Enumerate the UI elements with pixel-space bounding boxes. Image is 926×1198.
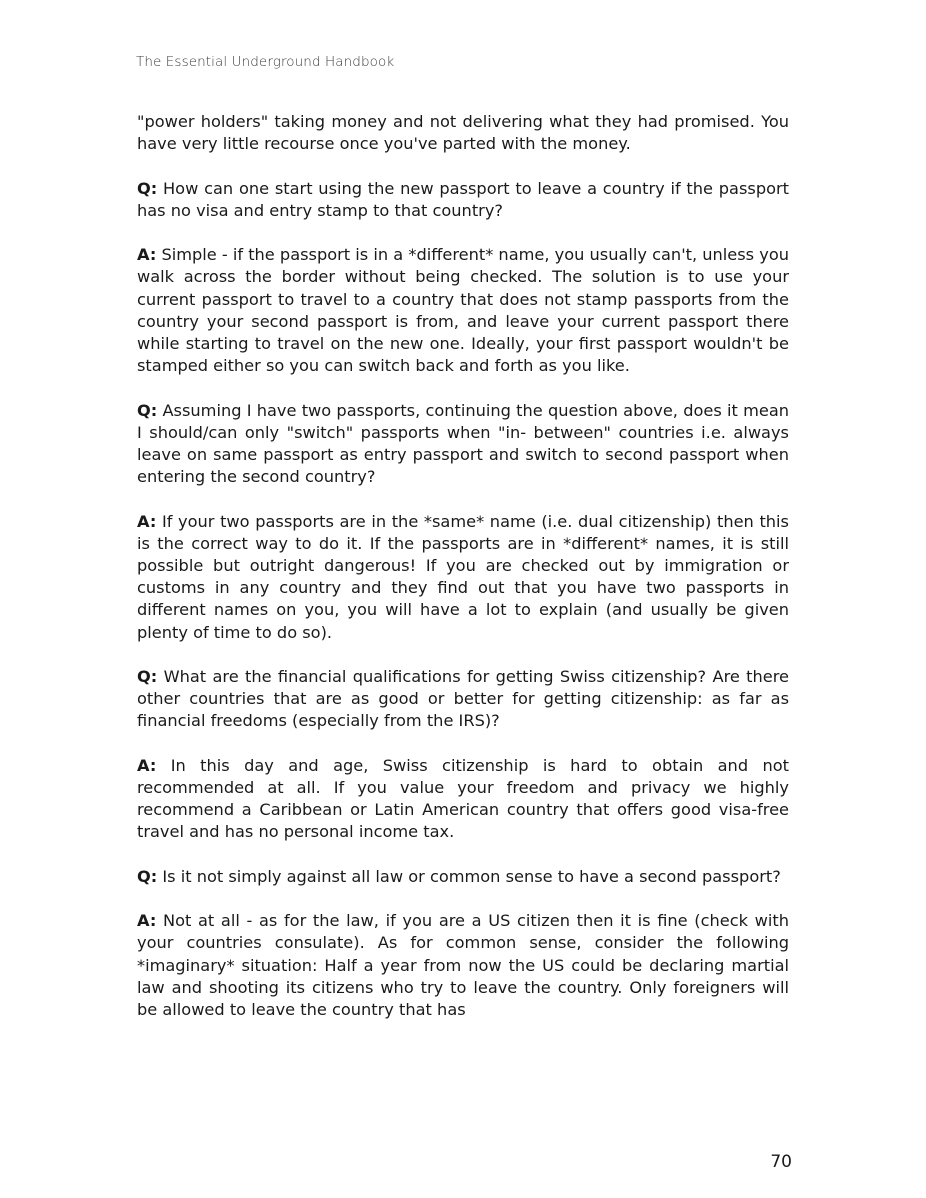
question-paragraph [137, 178, 789, 222]
question-text: Is it not simply against all law or common sense to have a second passport? [157, 866, 781, 886]
page-body [137, 111, 789, 1043]
paragraph-text: "power holders" taking money and not delivering what they had promised. You have very little recourse once you've parted with the money. [137, 112, 789, 154]
question-label: Q: [137, 866, 158, 886]
answer-text: If your two passports are in the *same* name (i.e. dual citizenship) then this is the correct way to do it. If the passports are in *different* names, it is still possible but outright dangerous! If you are checked out by immigration or customs in any country and they find out that you have two passports in different names on you, you will have a lot to explain (and usually be given plenty of time to do so). [137, 511, 789, 642]
answer-label: A: [137, 911, 157, 931]
question-text: Assuming I have two passports, continuing the question above, does it mean I should/can only "switch" passports when "in- between" countries i.e. always leave on same passport as entry passport and switch to second passport when entering the second country? [137, 400, 789, 487]
answer-label: A: [137, 755, 157, 775]
running-header: The Essential Underground Handbook [136, 54, 395, 70]
question-text: How can one start using the new passport to leave a country if the passport has no visa and entry stamp to that country? [137, 178, 789, 220]
question-paragraph [137, 400, 789, 489]
answer-text: In this day and age, Swiss citizenship is hard to obtain and not recommended at all. If you value your freedom and privacy we highly recommend a Caribbean or Latin American country that offers good visa-free travel and has no personal income tax. [137, 755, 789, 842]
answer-paragraph [137, 511, 789, 644]
answer-paragraph [137, 755, 789, 844]
question-text: What are the financial qualifications for getting Swiss citizenship? Are there other countries that are as good or better for getting citizenship: as far as financial freedoms (especially from the IRS)? [137, 667, 789, 731]
question-label: Q: [137, 400, 158, 420]
question-paragraph [137, 866, 789, 888]
answer-text: Not at all - as for the law, if you are a US citizen then it is fine (check with your countries consulate). As for common sense, consider the following *imaginary* situation: Half a year from now the US could be declaring martial law and shooting its citizens who try to leave the country. Only foreigners will be allowed to leave the country that has [137, 911, 789, 1019]
paragraph-continuation [137, 111, 789, 155]
question-paragraph [137, 666, 789, 733]
question-label: Q: [137, 667, 158, 686]
question-label: Q: [137, 178, 158, 198]
answer-label: A: [137, 511, 157, 531]
answer-label: A: [137, 245, 157, 265]
answer-text: Simple - if the passport is in a *different* name, you usually can't, unless you walk across the border without being checked. The solution is to use your current passport to travel to a country that does not stamp passports from the country your second passport is from, and leave your current passport there while starting to travel on the new one. Ideally, your first passport wouldn't be stamped either so you can switch back and forth as you like. [137, 245, 790, 376]
answer-paragraph [137, 910, 789, 1021]
answer-paragraph [137, 244, 789, 377]
page-number: 70 [770, 1152, 792, 1172]
